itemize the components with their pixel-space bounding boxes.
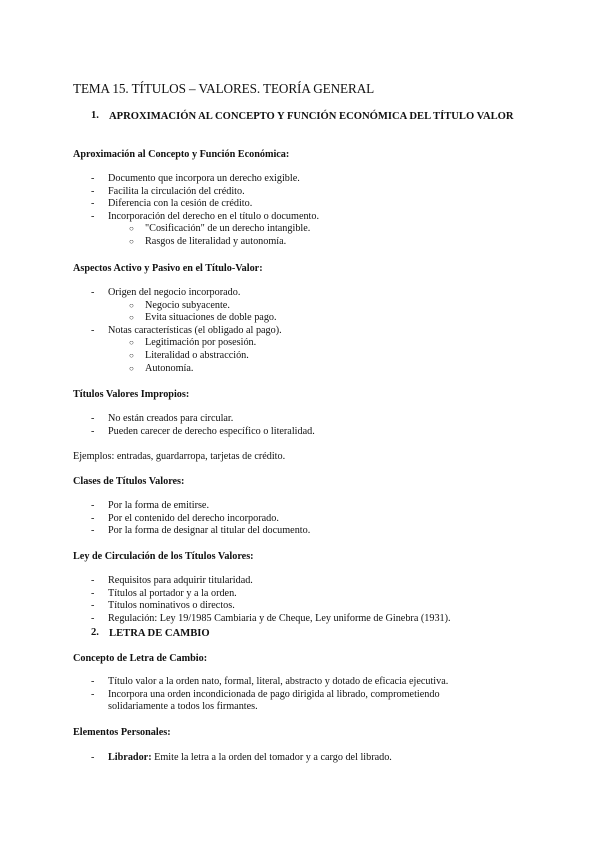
section-title: LETRA DE CAMBIO <box>109 628 210 639</box>
section-number: 2. <box>91 627 99 638</box>
subheading-impropios: Títulos Valores Impropios: <box>73 389 190 400</box>
subheading-clases: Clases de Títulos Valores: <box>73 476 185 487</box>
subheading-ley-circulacion: Ley de Circulación de los Títulos Valores: <box>73 551 254 562</box>
term-text: Emite la letra a la orden del tomador y a cargo del librado. <box>151 752 392 763</box>
section-number: 1. <box>91 110 99 121</box>
example-text: Ejemplos: entradas, guardarropa, tarjetas de crédito. <box>73 451 286 462</box>
subheading-concepto-letra: Concepto de Letra de Cambio: <box>73 653 208 664</box>
section-title: APROXIMACIÓN AL CONCEPTO Y FUNCIÓN ECONÓMICA DEL TÍTULO VALOR <box>109 111 514 122</box>
subheading-elementos-personales: Elementos Personales: <box>73 727 171 738</box>
term-label: Librador: <box>108 752 152 763</box>
subheading-aspectos: Aspectos Activo y Pasivo en el Título-Valor: <box>73 263 263 274</box>
page-title: TEMA 15. TÍTULOS – VALORES. TEORÍA GENERAL <box>73 81 375 96</box>
document-page: TEMA 15. TÍTULOS – VALORES. TEORÍA GENERAL 1. APROXIMACIÓN AL CONCEPTO Y FUNCIÓN ECONÓMICA DEL TÍTULO VALOR Aproximación al Concepto y Función Económica: - Documento que incorpora un derecho exigible. - Facilita la circulación del crédito. - Diferencia con la cesión de crédito. - Incorporación del derecho en el título o documento. ○ "Cosificación" de un derecho intangible. ○ Rasgos de literalidad y autonomía. Aspectos Activo y Pasivo en el Título-Valor: - Origen del negocio incorporado. ○ Negocio subyacente. ○ Evita situaciones de doble pago. - Notas características (el obligado al pago). ○ Legitimación por posesión. ○ Literalidad o abstracción. ○ Autonomía. Títulos Valores Impropios: - No están creados para circular. - Pueden carecer de derecho específico o literalidad. Ejemplos: entradas, guardarropa, tarjetas de crédito. Clases de Títulos Valores: - Por la forma de emitirse. - Por el contenido del derecho incorporado. - Por la forma de designar al titular del documento. Ley de Circulación de los Títulos Valores: - Requisitos para adquirir titularidad. - Títulos al portador y a la orden. - Títulos nominativos o directos. - Regulación: Ley 19/1985 Cambiaria y de Cheque, Ley uniforme de Ginebra (1931). 2. LETRA DE CAMBIO Concepto de Letra de Cambio: - Título valor a la orden nato, formal, literal, abstracto y dotado de eficacia ejecutiva. - Incorpora una orden incondicionada de pago dirigida al librado, comprometiendo solidariamente a todos los firmantes. Elementos Personales: - Librador: Emite la letra a la orden del tomador y a cargo del librado. <box>0 0 600 848</box>
subheading-aproximacion: Aproximación al Concepto y Función Económica: <box>73 149 290 160</box>
